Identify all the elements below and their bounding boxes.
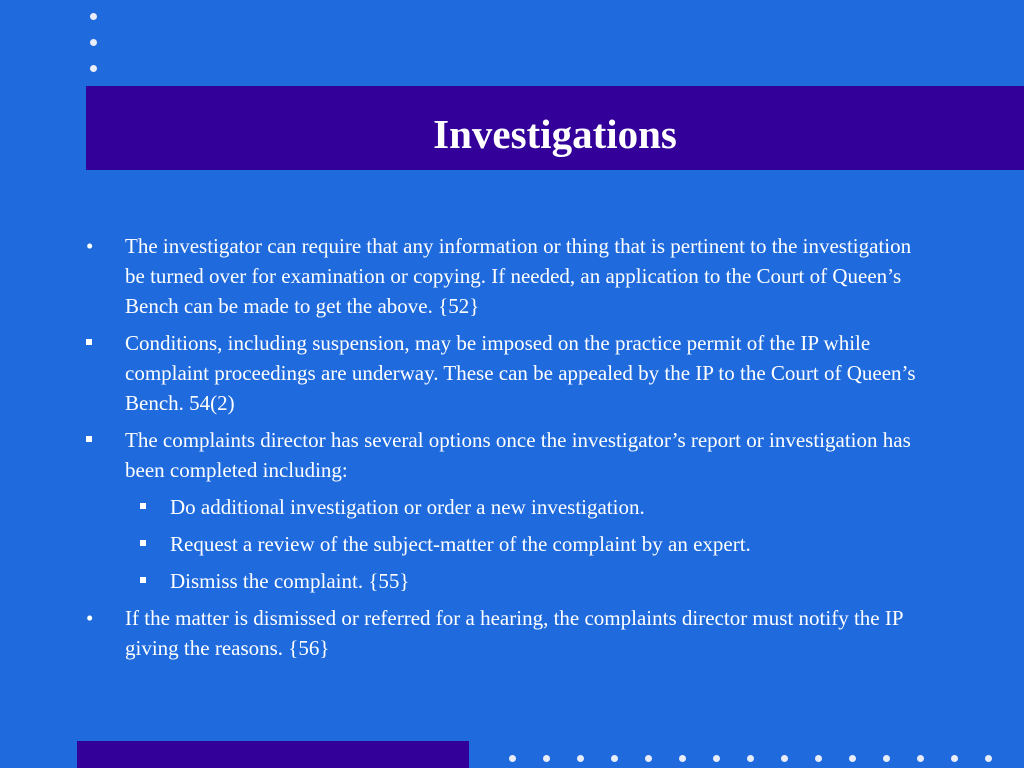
decor-dot	[883, 755, 890, 762]
footer-bar	[77, 741, 469, 768]
decor-dot	[713, 755, 720, 762]
bullet-dot-icon: •	[86, 234, 94, 258]
bullet-text: The investigator can require that any information or thing that is pertinent to the investigation be turned over for examination or copying. If needed, an application to the Court of Queen’s Bench can be made to get the above. {52}	[125, 234, 912, 318]
decor-dot	[849, 755, 856, 762]
title-bar	[86, 86, 1024, 170]
decor-dot	[90, 65, 97, 72]
sub-bullet-item	[170, 566, 950, 596]
bullet-dot-icon: •	[86, 606, 94, 630]
decor-dot	[917, 755, 924, 762]
decor-dot	[815, 755, 822, 762]
bullet-text: Dismiss the complaint. {55}	[170, 569, 410, 593]
slide-title: Investigations	[433, 111, 677, 157]
decor-dot	[747, 755, 754, 762]
decor-dot	[543, 755, 550, 762]
decor-dot	[611, 755, 618, 762]
bullet-list	[0, 231, 1024, 663]
bullet-item	[86, 603, 925, 663]
bullet-text: If the matter is dismissed or referred for a hearing, the complaints director must notify the IP giving the reasons. {56}	[125, 606, 903, 660]
sub-bullet-item	[170, 529, 950, 559]
decor-dot	[90, 13, 97, 20]
decor-dot	[577, 755, 584, 762]
bullet-text: Conditions, including suspension, may be imposed on the practice permit of the IP while complaint proceedings are underway. These can be appealed by the IP to the Court of Queen’s Bench. 54(2)	[125, 331, 916, 415]
bullet-item	[125, 328, 925, 418]
bullet-item	[86, 231, 925, 321]
decor-dot	[985, 755, 992, 762]
decor-dot	[951, 755, 958, 762]
bullet-text: Do additional investigation or order a new investigation.	[170, 495, 645, 519]
decor-dot	[679, 755, 686, 762]
decor-dot	[645, 755, 652, 762]
decor-dot	[781, 755, 788, 762]
decor-dot	[90, 39, 97, 46]
bullet-text: Request a review of the subject-matter of the complaint by an expert.	[170, 532, 751, 556]
bullet-text: The complaints director has several options once the investigator’s report or investigation has been completed including:	[125, 428, 911, 482]
sub-bullet-item	[170, 492, 950, 522]
bullet-item	[125, 425, 925, 485]
decor-dot	[509, 755, 516, 762]
